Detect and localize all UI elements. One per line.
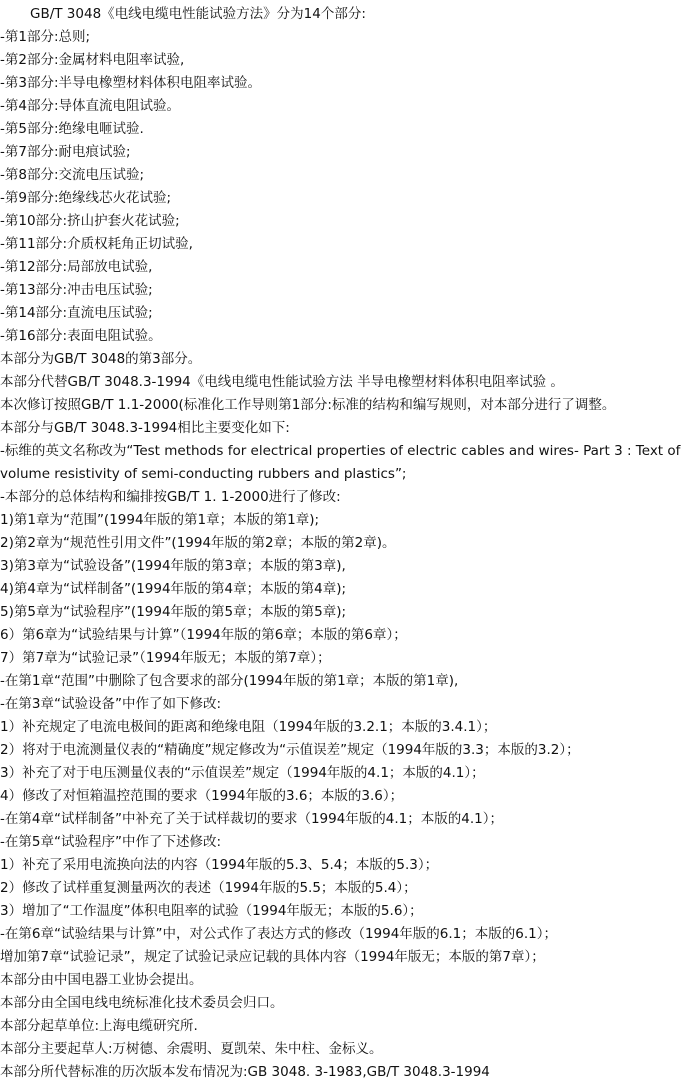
text-line: 3）补充了对于电压测量仪表的“示值误差”规定（1994年版的4.1；本版的4.1）；	[0, 765, 485, 781]
text-line: 3)第3章为“试验设备”(1994年版的第3章；本版的第3章),	[0, 558, 346, 574]
text-line: 本部分与GB/T 3048.3-1994相比主要变化如下:	[0, 420, 290, 436]
text-line: -第1部分:总则;	[0, 29, 91, 45]
text-line: 1）补充了采用电流换向法的内容（1994年版的5.3、5.4；本版的5.3）；	[0, 857, 439, 873]
text-line: -在第3章“试验设备”中作了如下修改:	[0, 696, 221, 712]
text-line: 本部分为GB/T 3048的第3部分。	[0, 351, 202, 367]
text-line: -第5部分:绝缘电咂试验.	[0, 121, 144, 137]
text-line: 4)第4章为“试样制备”(1994年版的第4章；本版的第4章);	[0, 581, 347, 597]
text-line: -第7部分:耐电痕试验;	[0, 144, 131, 160]
text-line: 1）补充规定了电流电极间的距离和绝缘电阻（1994年版的3.2.1；本版的3.4.1）；	[0, 719, 497, 735]
text-line: -第12部分:局部放电试验,	[0, 259, 153, 275]
text-line: 2）将对于电流测量仪表的“精确度”规定修改为“示值误差”规定（1994年版的3.3；本版的3.2）；	[0, 742, 580, 758]
text-line: 6）第6章为“试验结果与计算”（1994年版的第6章；本版的第6章）；	[0, 627, 407, 643]
text-line: -本部分的总体结构和编排按GB/T 1. 1-2000进行了修改:	[0, 489, 341, 505]
text-line: -标维的英文名称改为“Test methods for electrical properties of electric cables and wires- Part 3 : Text of volume resistivity of semi-conducting rubbers and plastics”;	[0, 443, 681, 482]
text-line: 5)第5章为“试验程序”(1994年版的第5章；本版的第5章);	[0, 604, 347, 620]
text-line: 7）第7章为“试验记录”（1994年版无；本版的第7章）；	[0, 650, 331, 666]
text-line: -第8部分:交流电压试验;	[0, 167, 145, 183]
text-line: -第3部分:半导电橡塑材料体积电阻率试验。	[0, 75, 262, 91]
text-line: -第9部分:绝缘线芯火花试验;	[0, 190, 172, 206]
text-line: -第16部分:表面电阻试验。	[0, 328, 162, 344]
text-line: 4）修改了对恒箱温控范围的要求（1994年版的3.6；本版的3.6）；	[0, 788, 404, 804]
text-line: 本部分由全国电线电统标准化技术委员会归口。	[0, 995, 284, 1011]
text-line: 2)第2章为“规范性引用文件”(1994年版的第2章；本版的第2章)。	[0, 535, 396, 551]
text-line: 本部分代替GB/T 3048.3-1994《电线电缆电性能试验方法 半导电橡塑材料体积电阻率试验 。	[0, 374, 564, 390]
text-line: -在第6章“试验结果与计算”中，对公式作了表达方式的修改（1994年版的6.1；本版的6.1）；	[0, 926, 557, 942]
text-line: 本部分由中国电器工业协会提出。	[0, 972, 203, 988]
text-line: -第13部分:冲击电压试验;	[0, 282, 153, 298]
text-line: -第4部分:导体直流电阻试验。	[0, 98, 181, 114]
text-line: -在第5章“试验程序”中作了下述修改:	[0, 834, 221, 850]
text-line: 1)第1章为“范围”(1994年版的第1章；本版的第1章);	[0, 512, 320, 528]
text-line: 本部分起草单位:上海电缆研究所.	[0, 1018, 198, 1034]
document-heading: GB/T 3048《电线电缆电性能试验方法》分为14个部分:	[30, 6, 366, 22]
text-line: -第2部分:金属材料电阻率试验,	[0, 52, 185, 68]
text-line: 增加第7章“试验记录”，规定了试验记录应记载的具体内容（1994年版无；本版的第7章）；	[0, 949, 545, 965]
text-line: -第14部分:直流电压试验;	[0, 305, 153, 321]
document-body	[0, 3, 689, 1084]
text-line: -第10部分:挤山护套火花试验;	[0, 213, 180, 229]
text-line: -在第1章“范围”中删除了包含要求的部分(1994年版的第1章；本版的第1章),	[0, 673, 459, 689]
text-line: 3）增加了“工作温度”体积电阻率的试验（1994年版无；本版的5.6）；	[0, 903, 423, 919]
text-line: 本部分主要起草人:万树德、余震明、夏凯荣、朱中柱、金标义。	[0, 1041, 383, 1057]
text-line: 本部分所代替标准的历次版本发布情况为:GB 3048. 3-1983,GB/T 3048.3-1994	[0, 1064, 490, 1080]
text-line: -第11部分:介质权耗角正切试验,	[0, 236, 193, 252]
text-line: -在第4章“试样制备”中补充了关于试样裁切的要求（1994年版的4.1；本版的4.1）；	[0, 811, 503, 827]
text-line: 本次修订按照GB/T 1.1-2000(标准化工作导则第1部分:标准的结构和编写规则，对本部分进行了调整。	[0, 397, 616, 413]
text-line: 2）修改了试样重复测量两次的表述（1994年版的5.5；本版的5.4）；	[0, 880, 417, 896]
